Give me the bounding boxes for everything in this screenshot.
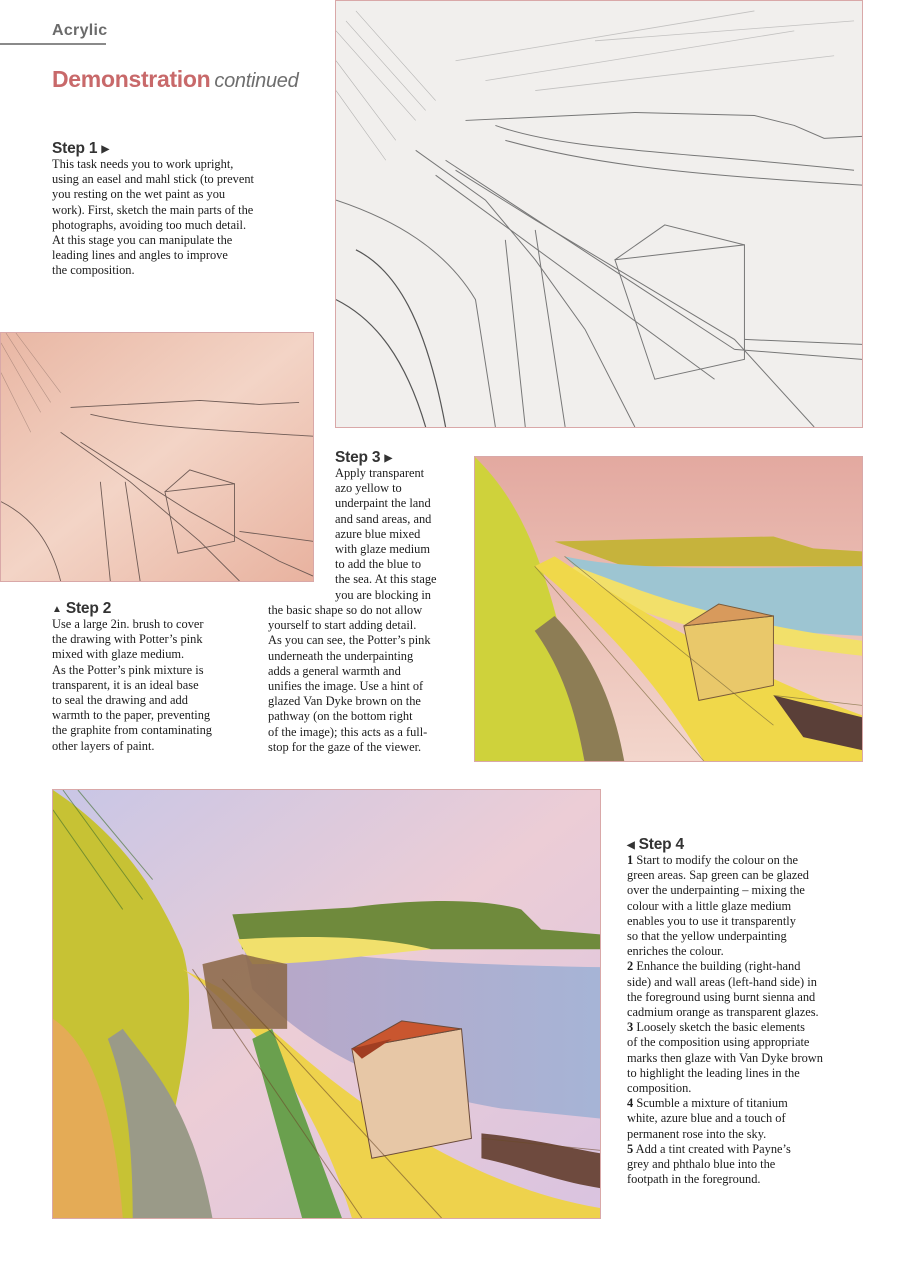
text-line: composition. <box>627 1081 692 1096</box>
text-line: other layers of paint. <box>52 738 155 753</box>
text-line: you are blocking in <box>335 587 432 602</box>
text-line: warmth to the paper, preventing <box>52 708 211 723</box>
text-line: so that the yellow underpainting <box>627 929 787 944</box>
page-title <box>52 66 298 93</box>
arrow-up-icon: ▲ <box>52 604 62 615</box>
text-line: 3 Loosely sketch the basic elements <box>627 1020 805 1035</box>
step1-heading: Step 1 ▶ <box>52 140 109 157</box>
text-line: pathway (on the bottom right <box>268 709 413 724</box>
step4-heading: ◀ Step 4 <box>627 836 684 853</box>
step1-sketch-image <box>335 0 863 428</box>
text-line: using an easel and mahl stick (to prevent <box>52 172 254 187</box>
step3-text-narrow <box>335 466 470 603</box>
section-rule <box>0 43 106 45</box>
text-line: mixed with glaze medium. <box>52 647 185 662</box>
text-line: white, azure blue and a touch of <box>627 1111 786 1126</box>
text-line: the drawing with Potter’s pink <box>52 632 203 647</box>
text-line: the sea. At this stage <box>335 572 437 587</box>
text-line: and sand areas, and <box>335 511 432 526</box>
text-line: enables you to use it transparently <box>627 913 796 928</box>
arrow-right-icon: ▶ <box>101 144 109 155</box>
section-label: Acrylic <box>52 22 108 39</box>
text-line: over the underpainting – mixing the <box>627 883 805 898</box>
step4-text <box>627 853 867 1187</box>
text-line: permanent rose into the sky. <box>627 1126 767 1141</box>
text-line: you resting on the wet paint as you <box>52 187 226 202</box>
step3-text-wide <box>268 603 468 755</box>
arrow-left-icon: ◀ <box>627 840 635 851</box>
text-line: At this stage you can manipulate the <box>52 233 233 248</box>
text-line: transparent, it is an ideal base <box>52 677 199 692</box>
text-line: of the composition using appropriate <box>627 1035 810 1050</box>
text-line: unifies the image. Use a hint of <box>268 679 424 694</box>
text-line: grey and phthalo blue into the <box>627 1157 776 1172</box>
text-line: 5 Add a tint created with Payne’s <box>627 1141 791 1156</box>
text-line: stop for the gaze of the viewer. <box>268 739 422 754</box>
step3-heading: Step 3 ▶ <box>335 449 392 466</box>
text-line: 1 Start to modify the colour on the <box>627 853 799 867</box>
text-line: underpaint the land <box>335 496 431 511</box>
text-line: azure blue mixed <box>335 526 421 541</box>
step3-underpainting-image <box>474 456 863 762</box>
step2-pink-wash-image <box>0 332 314 582</box>
text-line: cadmium orange as transparent glazes. <box>627 1005 819 1020</box>
text-line: the graphite from contaminating <box>52 723 212 738</box>
text-line: to add the blue to <box>335 557 422 572</box>
text-line: azo yellow to <box>335 481 402 496</box>
text-line: to highlight the leading lines in the <box>627 1065 800 1080</box>
text-line: 2 Enhance the building (right-hand <box>627 959 801 974</box>
text-line: side) and wall areas (left-hand side) in <box>627 974 817 989</box>
text-line: yourself to start adding detail. <box>268 618 417 633</box>
text-line: the composition. <box>52 263 135 278</box>
text-line: 4 Scumble a mixture of titanium <box>627 1096 788 1111</box>
arrow-right-icon: ▶ <box>384 453 392 464</box>
text-line: to seal the drawing and add <box>52 693 188 708</box>
text-line: footpath in the foreground. <box>627 1172 761 1187</box>
text-line: adds a general warmth and <box>268 663 401 678</box>
text-line: glazed Van Dyke brown on the <box>268 694 421 709</box>
text-line: the basic shape so do not allow <box>268 603 423 617</box>
text-line: This task needs you to work upright, <box>52 157 234 171</box>
title-sub: continued <box>214 70 299 92</box>
step2-heading: ▲ Step 2 <box>52 600 112 617</box>
text-line: As the Potter’s pink mixture is <box>52 662 204 677</box>
text-line: enriches the colour. <box>627 944 724 959</box>
text-line: leading lines and angles to improve <box>52 248 228 263</box>
step1-text <box>52 157 292 279</box>
text-line: photographs, avoiding too much detail. <box>52 217 247 232</box>
title-main: Demonstration <box>52 66 211 92</box>
text-line: marks then glaze with Van Dyke brown <box>627 1050 823 1065</box>
text-line: underneath the underpainting <box>268 648 414 663</box>
text-line: the foreground using burnt sienna and <box>627 989 816 1004</box>
text-line: Apply transparent <box>335 466 425 480</box>
text-line: green areas. Sap green can be glazed <box>627 868 809 883</box>
step4-final-painting-image <box>52 789 601 1219</box>
text-line: with glaze medium <box>335 542 430 557</box>
text-line: As you can see, the Potter’s pink <box>268 633 431 648</box>
text-line: colour with a little glaze medium <box>627 898 792 913</box>
step2-text <box>52 617 262 754</box>
text-line: Use a large 2in. brush to cover <box>52 617 204 631</box>
text-line: work). First, sketch the main parts of the <box>52 202 254 217</box>
text-line: of the image); this acts as a full- <box>268 724 428 739</box>
